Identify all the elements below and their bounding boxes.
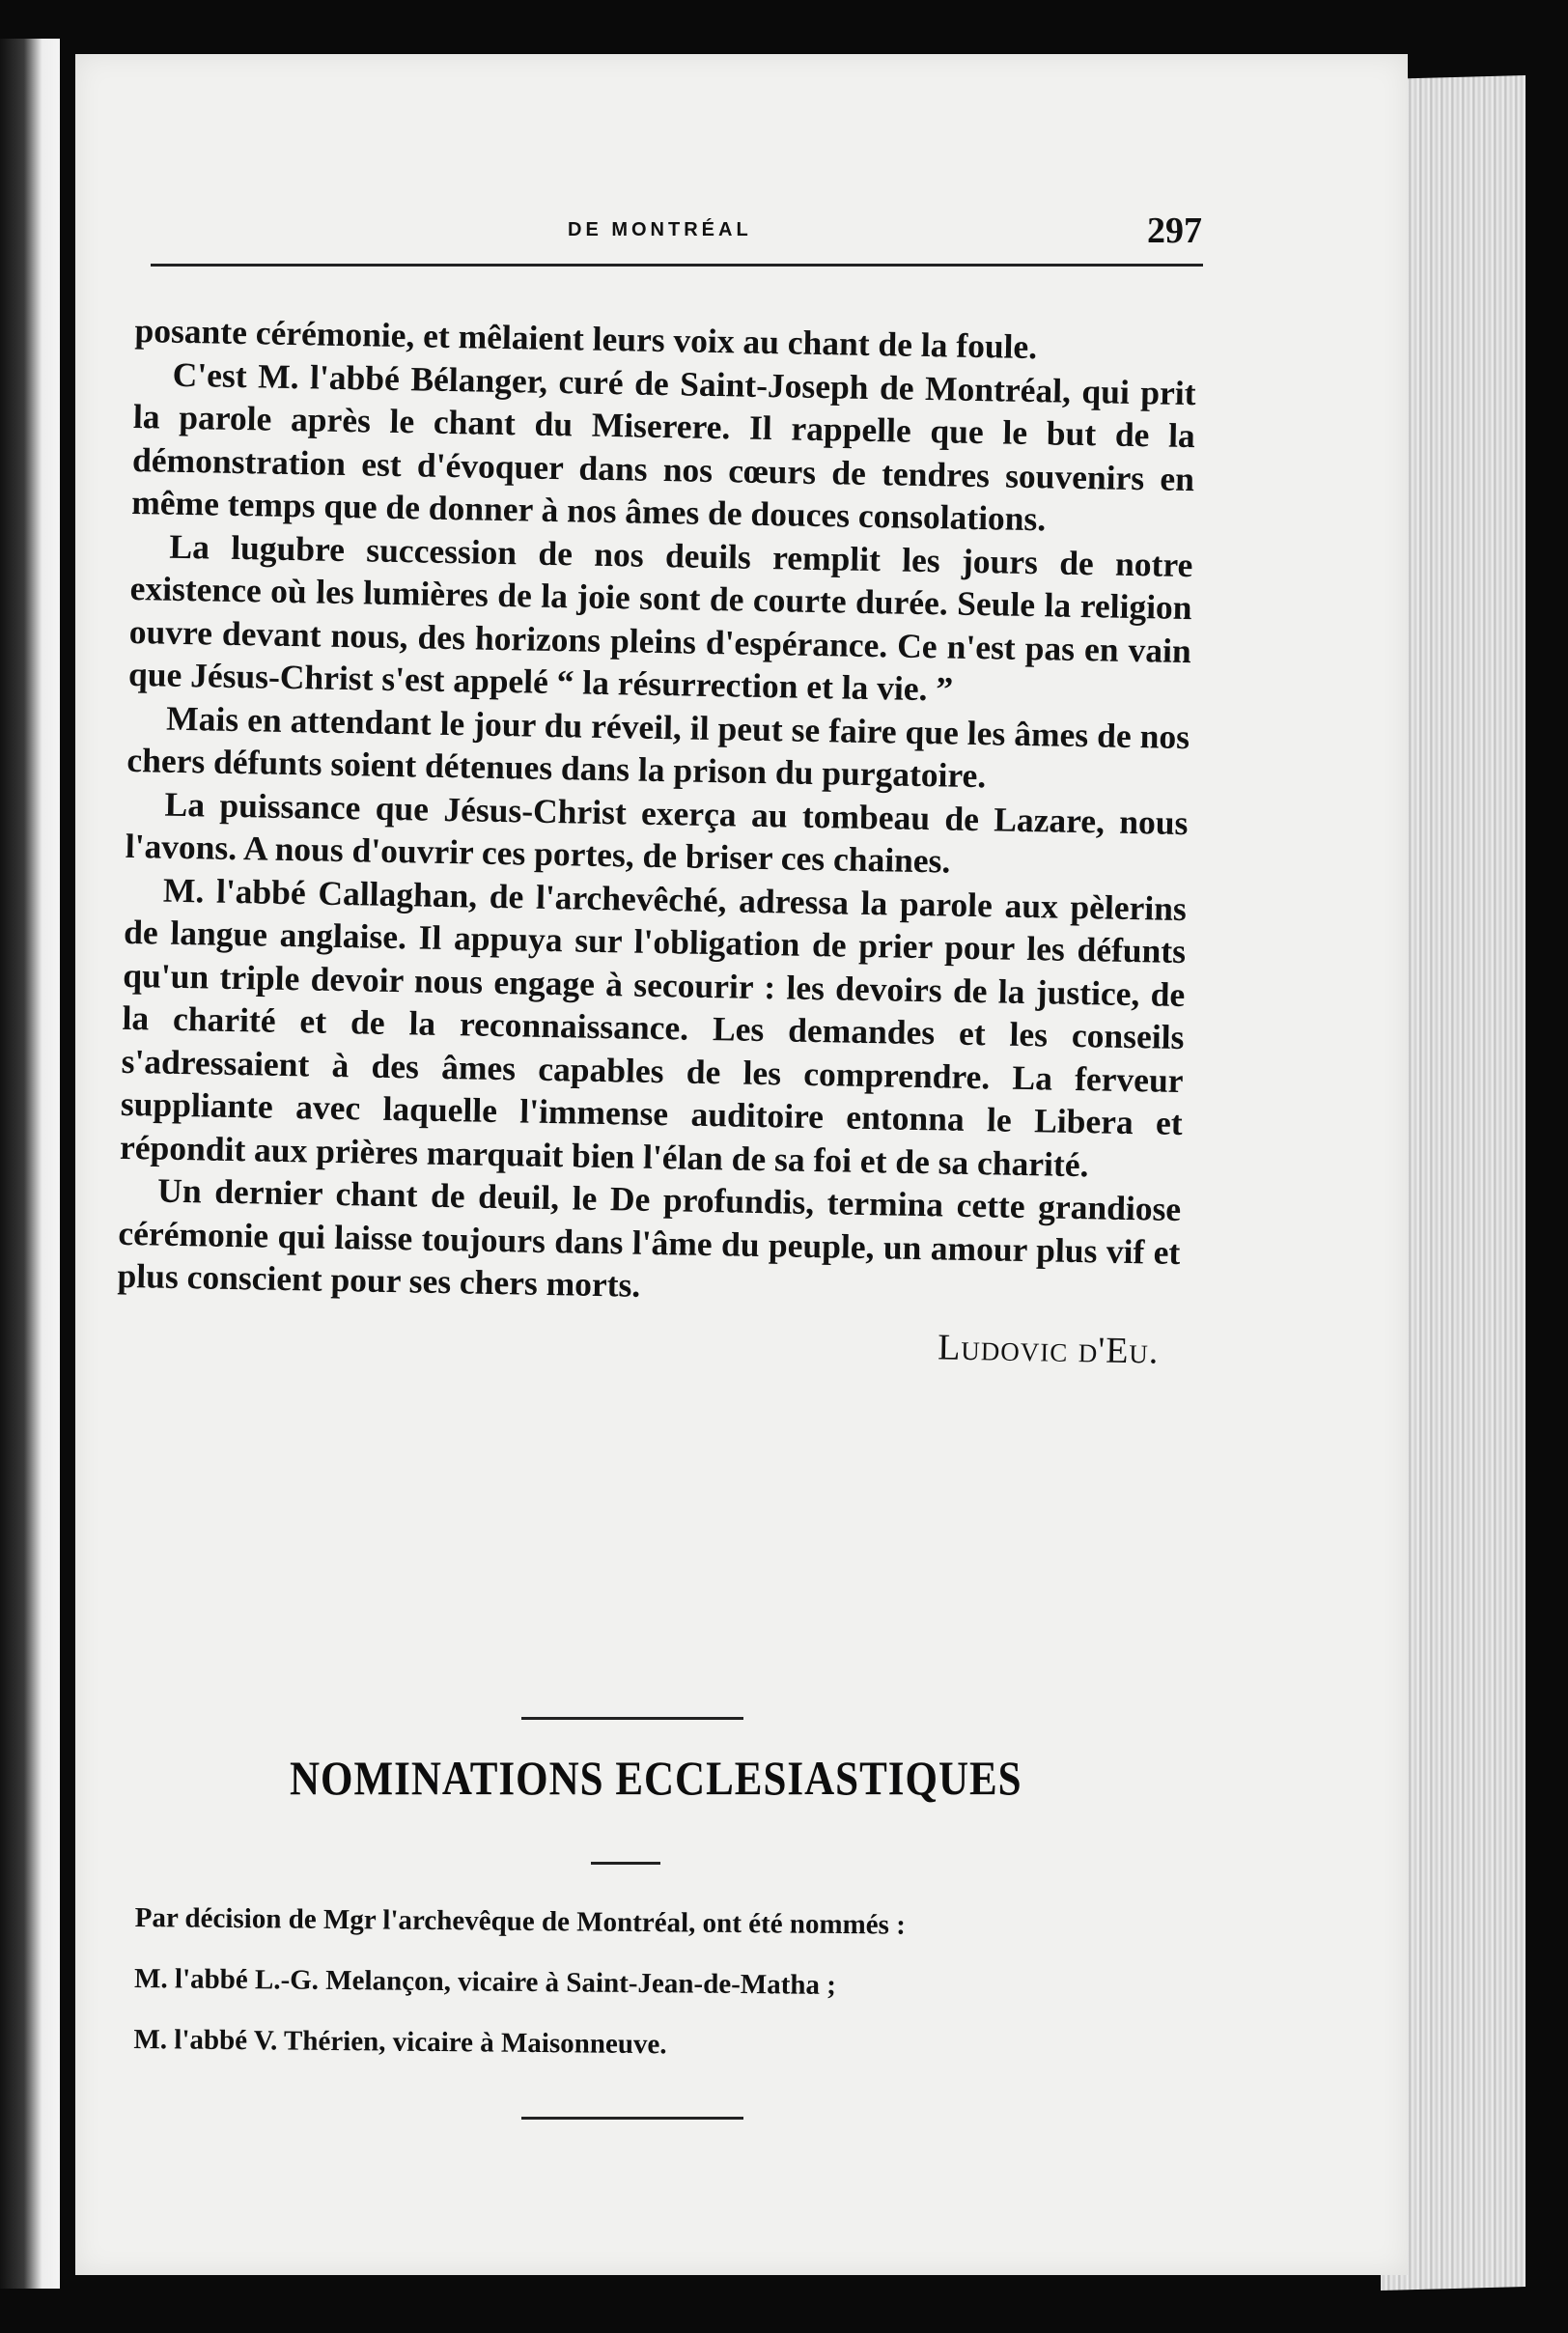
running-head <box>143 208 1205 266</box>
section-title: NOMINATIONS ECCLESIASTIQUES <box>290 1753 1022 1806</box>
left-page-edge <box>0 39 60 2289</box>
nominations-list <box>133 1888 1178 2080</box>
separator-rule <box>521 1717 743 1720</box>
paragraph: La lugubre succession de nos deuils remplit les jours de notre existence où les lumières de la joie sont de courte durée. Seule la religion ouvre devant nous, des horizons pleins d'espérance. Ce n'est pas en vain que Jésus-Christ s'est appelé “ la résurrection et la vie. ” <box>127 526 1193 709</box>
separator-rule <box>521 2117 743 2120</box>
nomination-item: M. l'abbé V. Thérien, vicaire à Maisonneuve. <box>133 2023 667 2061</box>
author-signature: Ludovic d'Eu. <box>937 1326 1160 1372</box>
page-number: 297 <box>1147 211 1202 251</box>
paragraph: C'est M. l'abbé Bélanger, curé de Saint-Joseph de Montréal, qui prit la parole après le chant du Miserere. Il rappelle que le but de la démonstration est d'évoquer dans nos cœurs de tendres souvenirs en même temps que de donner à nos âmes de douces consolations. <box>130 354 1196 539</box>
nomination-item: M. l'abbé L.-G. Melançon, vicaire à Saint-Jean-de-Matha ; <box>133 1962 837 2001</box>
paragraph: posante cérémonie, et mêlaient leurs voix au chant de la foule. <box>134 310 1038 367</box>
paragraph: M. l'abbé Callaghan, de l'archevêché, adressa la parole aux pèlerins de langue anglaise. Il appuya sur l'obligation de prier pour les défunts qu'un triple devoir nous engage à secourir : les devoirs de la justice, de la charité et de la reconnaissance. Les demandes et les conseils s'adressaient à des âmes capables de les comprendre. La ferveur suppliante avec laquelle l'immense auditoire entonna le Libera et répondit aux prières marquait bien l'élan de sa foi et de sa charité. <box>119 870 1188 1184</box>
paragraph: La puissance que Jésus-Christ exerça au tombeau de Lazare, nous l'avons. A nous d'ouvrir ces portes, de briser ces chaines. <box>125 784 1189 881</box>
article-body <box>116 309 1197 1373</box>
nominations-intro: Par décision de Mgr l'archevêque de Montréal, ont été nommés : <box>134 1901 906 1941</box>
separator-rule <box>591 1862 660 1865</box>
paragraph: Un dernier chant de deuil, le De profundis, termina cette grandiose cérémonie qui laisse toujours dans l'âme du peuple, un amour plus vif et plus conscient pour ses chers morts. <box>117 1170 1182 1305</box>
paragraph: Mais en attendant le jour du réveil, il peut se faire que les âmes de nos chers défunts soient détenues dans la prison du purgatoire. <box>126 698 1190 796</box>
running-head-title: DE MONTRÉAL <box>568 219 752 240</box>
header-rule <box>151 264 1203 267</box>
